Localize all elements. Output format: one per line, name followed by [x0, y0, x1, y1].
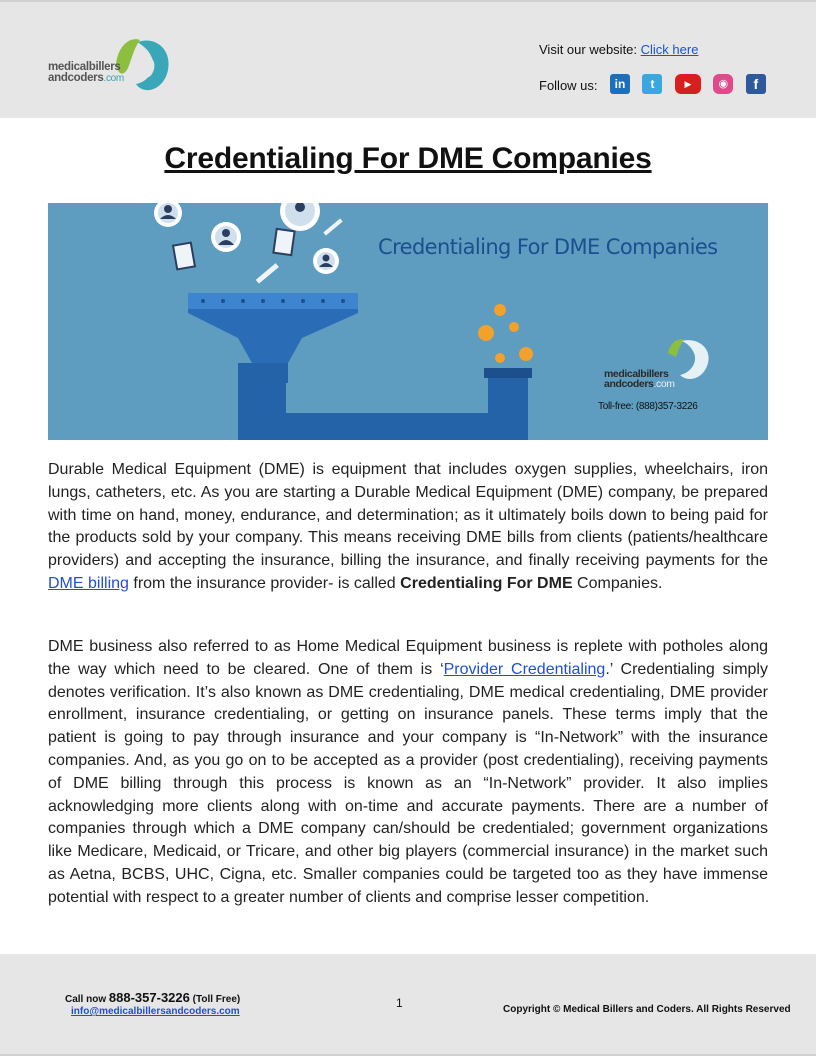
page-header	[0, 0, 816, 118]
banner-logo-line2: andcoders	[604, 378, 654, 390]
visit-label: Visit our website:	[539, 42, 641, 57]
instagram-icon[interactable]: ◉	[713, 74, 733, 94]
twitter-icon[interactable]: t	[642, 74, 662, 94]
copyright-notice: Copyright © Medical Billers and Coders. All Rights Reserved	[503, 1004, 791, 1015]
phone-number[interactable]: 888-357-3226	[108, 990, 190, 1005]
paragraph1-text-c: Companies.	[572, 574, 663, 592]
page-title: Credentialing For DME Companies	[164, 142, 652, 175]
provider-credentialing-link[interactable]: Provider Credentialing	[443, 660, 606, 678]
call-now	[65, 990, 240, 1005]
dme-billing-link[interactable]: DME billing	[48, 574, 129, 592]
paragraph1-bold: Credentialing For DME	[400, 574, 573, 592]
banner-title: Credentialing For DME Companies	[378, 235, 718, 259]
company-logo[interactable]	[48, 34, 188, 98]
social-links	[610, 74, 766, 96]
linkedin-icon[interactable]: in	[610, 74, 630, 94]
banner-tollfree: Toll-free: (888)357-3226	[598, 401, 698, 412]
visit-website	[539, 42, 698, 57]
banner-logo-line1: medicalbillers	[604, 368, 669, 380]
logo-text-com: .com	[103, 73, 124, 84]
logo-wordmark	[48, 62, 124, 84]
youtube-icon[interactable]: ▶	[675, 74, 701, 94]
visit-website-link[interactable]: Click here	[640, 42, 699, 57]
logo-text-line2: andcoders	[48, 72, 104, 84]
paragraph-dme-intro	[48, 459, 768, 596]
follow-us-label: Follow us:	[539, 78, 598, 93]
logo-text-line1: medicalbillers	[48, 61, 121, 73]
hero-banner-image	[48, 203, 768, 440]
page-footer	[0, 954, 816, 1056]
paragraph2-text-b: .’ Credentialing simply denotes verification. It’s also known as DME credentialing, DME medical credentialing, DME provider enrollment, insurance credentialing, or getting on insurance panels. These terms imply that the patient is going to pay through insurance and your company is “In-Network” with the insurance companies. And, as you go on to be accepted as a provider (post credentialing), receiving payments of DME billing through this process is known as an “In-Network” provider. It also implies acknowledging more clients along with on-time and accurate payments. There are a number of companies through which a DME company can/should be credentialed; government organizations like Medicare, Medicaid, or Tricare, and other big players (commercial insurance) in the market such as Aetna, BCBS, UHC, Cigna, etc. Smaller companies could be targeted too as they have immense potential with respect to a greater number of clients and comprise lesser competition.	[48, 660, 768, 906]
paragraph1-text-a: Durable Medical Equipment (DME) is equipment that includes oxygen supplies, wheelchairs, iron lungs, catheters, etc. As you are starting a Durable Medical Equipment (DME) company, be prepared with time on hand, money, endurance, and determination; as it ultimately boils down to being paid for the products sold by your company. This means receiving DME bills from clients (patients/healthcare providers) and accepting the insurance, billing the insurance, and finally receiving payments for the	[48, 461, 768, 570]
page-number: 1	[396, 996, 403, 1010]
banner-logo-com: .com	[653, 378, 675, 390]
facebook-icon[interactable]: f	[746, 74, 766, 94]
email-link[interactable]: info@medicalbillersandcoders.com	[71, 1006, 240, 1017]
paragraph-dme-business	[48, 636, 768, 910]
banner-logo-wordmark	[604, 369, 675, 389]
call-prefix: Call now	[65, 994, 109, 1005]
paragraph1-text-b: from the insurance provider- is called	[128, 574, 401, 592]
paragraph2-text-a: DME business also referred to as Home Medical Equipment business is replete with potholes along the way which need to be cleared. One of them is ‘	[48, 638, 768, 678]
call-suffix: (Toll Free)	[189, 994, 241, 1005]
